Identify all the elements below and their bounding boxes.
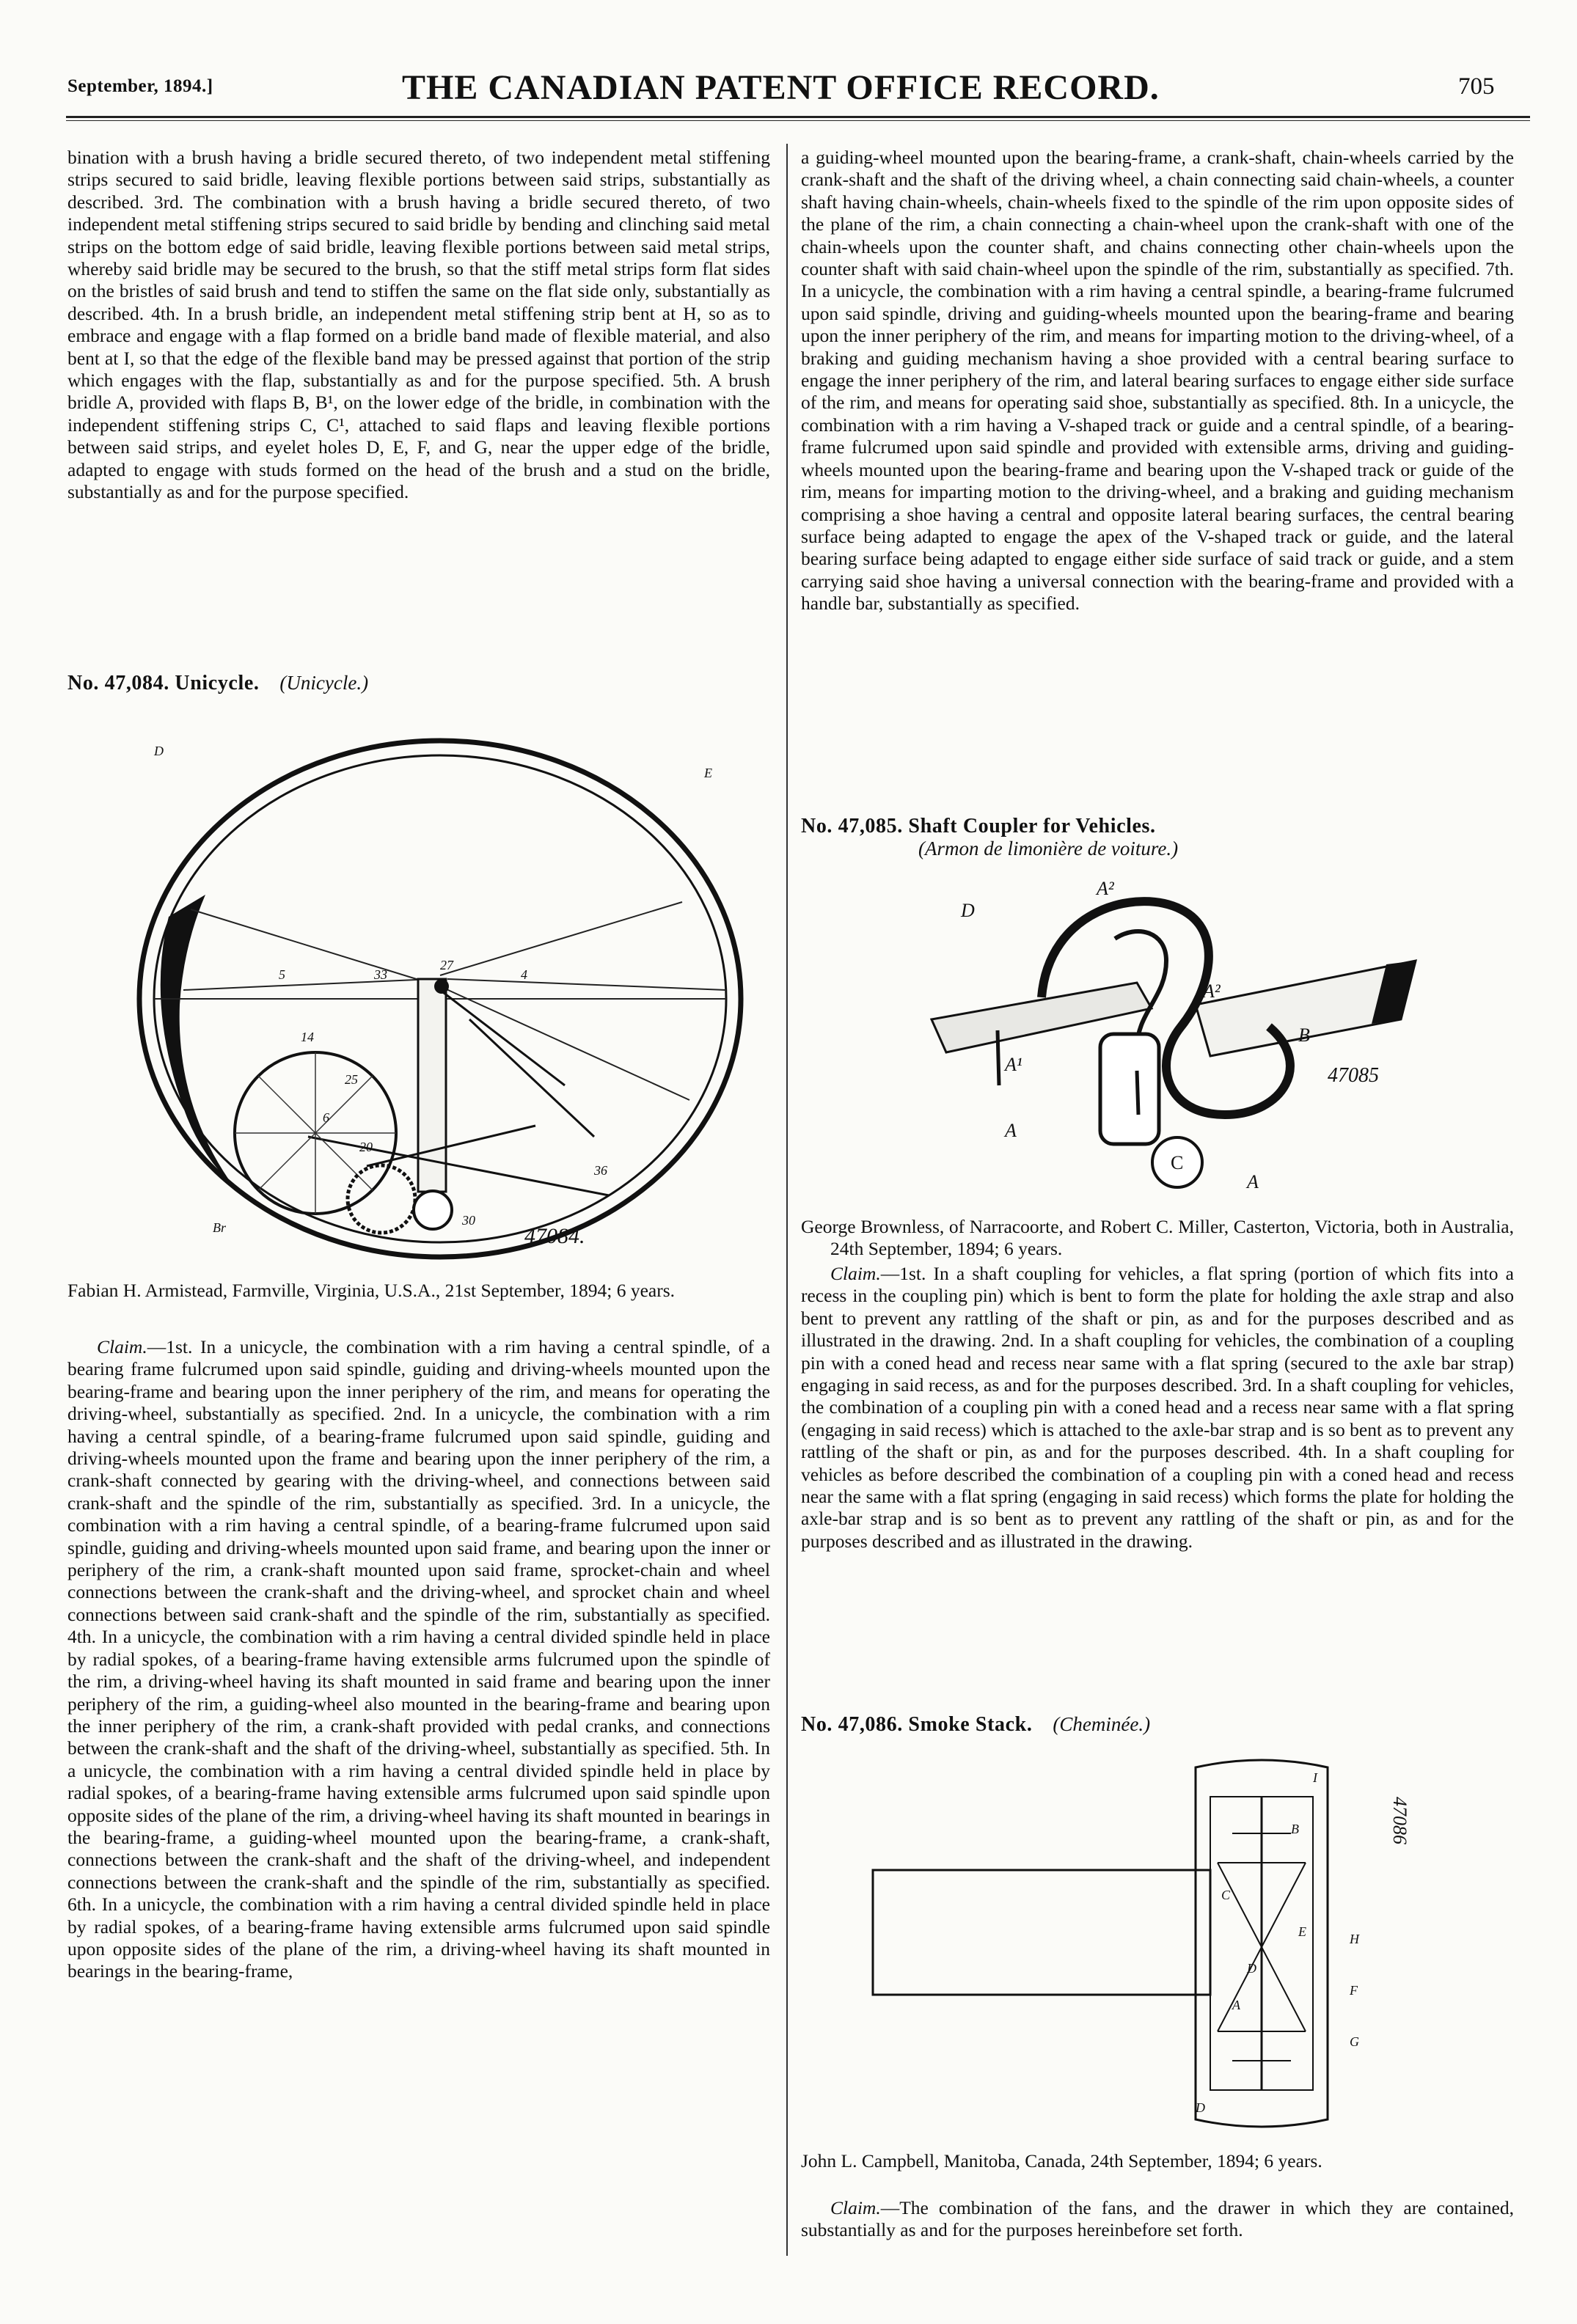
unicycle-guide-wheel — [414, 1191, 452, 1229]
figure-label: I — [1313, 1770, 1317, 1785]
figure-label: 5 — [279, 967, 285, 982]
figure-label: C — [1171, 1152, 1184, 1173]
header-date: September, 1894.] — [67, 76, 213, 96]
patent-47084-claim: —1st. In a unicycle, the combination with a rim having a central spindle, of a bearing frame fulcrumed upon said spindle, guiding and driving-wheels mounted upon the bearing-frame and bearing upon the inner periphery of the rim, and means for operating the driving-wheel, substantially as specified. 2nd. In a unicycle, the combination with a rim having a central spindle, of a bearing-frame fulcrumed upon said spindle, guiding and driving-wheels mounted upon the frame and bearing upon the inner periphery of the rim, a crank-shaft connected by gearing with the driving-wheel, and connections between said crank-shaft and the spindle of the rim, substantially as specified. 3rd. In a unicycle, the combination with a rim having a central spindle, of a bearing-frame fulcrumed upon said spindle, guiding and driving-wheels mounted upon said frame, and bearing upon the inner or periphery of the rim, a crank-shaft mounted upon said frame, sprocket-chain and wheel connections between the crank-shaft and the driving-wheel, and sprocket chain and wheel connections between said crank-shaft and the spindle of the rim, substantially as specified. 4th. In a unicycle, the combination with a rim having a central divided spindle held in place by radial spokes, of a bearing-frame having extensible arms fulcrumed upon the spindle of the rim, a driving-wheel having its shaft mounted in said frame and bearing upon the inner periphery of the rim, a guiding-wheel also mounted in the bearing-frame and bearing upon the inner periphery of the rim, a crank-shaft provided with pedal cranks, and connections between the crank-shaft and the shaft of the driving-wheel, substantially as specified. 5th. In a unicycle, the combination with a rim having a central divided spindle held in place by radial spokes, of a bearing-frame having extensible arms fulcrumed upon said spindle upon opposite sides of the plane of the rim, a driving-wheel having its shaft mounted in bearings in the bearing-frame, a guiding-wheel mounted upon the bearing-frame, a crank-shaft, connections between the crank-shaft and the shaft of the driving-wheel, and independent connections between the crank-shaft and the spindle of the rim, substantially as specified. 6th. In a unicycle, the combination with a rim having a central divided spindle held in place by radial spokes, of a bearing-frame having extensible arms fulcrumed upon said spindle upon opposite sides of the plane of the rim, a driving-wheel having its shaft mounted in bearings in the bearing-frame, — [67, 1336, 770, 1982]
claim-label: Claim. — [830, 2197, 881, 2218]
figure-label: A — [1005, 1120, 1017, 1141]
unicycle-rim-shadow — [161, 895, 235, 1188]
patent-47085-heading: No. 47,085. Shaft Coupler for Vehicles. — [801, 815, 1156, 837]
patent-47086-claim-block — [801, 2197, 1514, 2242]
smoke-stack-figure — [851, 1753, 1511, 2134]
patent-47084-alt: (Unicycle.) — [279, 672, 369, 694]
figure-label: A — [1232, 1998, 1240, 2012]
patent-47084-heading-block — [67, 672, 770, 694]
figure-label: G — [1350, 2034, 1359, 2049]
figure-label: 33 — [374, 967, 387, 982]
unicycle-sprocket — [348, 1165, 415, 1233]
patent-47085-heading-block — [801, 815, 1514, 861]
patent-47086-heading-block — [801, 1713, 1514, 1736]
figure-label: E — [1298, 1924, 1306, 1939]
figure-label: A² — [1097, 878, 1114, 899]
header-title: THE CANADIAN PATENT OFFICE RECORD. — [402, 68, 1160, 107]
figure-label: D — [1196, 2100, 1205, 2115]
figure-label: F — [1350, 1983, 1358, 1998]
page-number: 705 — [1458, 73, 1495, 100]
figure-label: 20 — [359, 1140, 373, 1154]
patent-47084-inventor: Fabian H. Armistead, Farmville, Virginia, U.S.A., 21st September, 1894; 6 years. — [67, 1280, 675, 1301]
unicycle-figure — [125, 726, 785, 1269]
figure-label: 25 — [345, 1072, 358, 1087]
patent-47085-claim: —1st. In a shaft coupling for vehicles, a flat spring (portion of which fits into a recess in the coupling pin) which is bent to form the plate for holding the axle strap and also bent to prevent any rattling of the shaft or pin, as and for the purposes described and as illustrated in the drawing. 2nd. In a shaft coupling for vehicles, the combination of a coupling pin with a coned head and recess near same with a flat spring (secured to the axle bar strap) engaging in said recess, as and for the purposes described. 3rd. In a shaft coupling for vehicles, the combination of a coupling pin with a coned head and a recess near same with a flat spring (engaging in said recess) which is attached to the axle-bar strap and is so bent as to prevent any rattling of the shaft or pin, as and for the purposes described. 4th. In a shaft coupling for vehicles as before described the combination of a coupling pin with a coned head and recess near the same with a flat spring (engaging in said recess) which forms the plate for holding the axle-bar strap and is so bent as to prevent any rattling of the shaft or pin, as and for the purposes described and as illustrated in the drawing. — [801, 1263, 1514, 1552]
figure-label: Br — [213, 1220, 226, 1235]
left-continuation — [67, 147, 770, 504]
figure-label: H — [1350, 1932, 1359, 1946]
patent-47085-claim-block — [801, 1263, 1514, 1553]
figure-number: 47086 — [1389, 1797, 1410, 1844]
figure-number: 47084. — [524, 1224, 585, 1248]
figure-label: E — [704, 766, 712, 780]
figure-label: 27 — [440, 958, 453, 972]
right-continuation — [801, 147, 1514, 615]
figure-label: A² — [1203, 980, 1221, 1002]
unicycle-frame — [308, 979, 609, 1195]
unicycle-hub — [434, 979, 449, 994]
patent-47085-inventor-block — [801, 1216, 1514, 1261]
figure-label: D — [154, 744, 164, 758]
header-rule — [66, 116, 1530, 121]
figure-number: 47085 — [1328, 1064, 1379, 1087]
unicycle-driving-wheel-spokes — [235, 1052, 396, 1214]
figure-label: A — [1247, 1171, 1259, 1192]
patent-47084-inventor-block — [67, 1280, 770, 1302]
figure-label: 36 — [594, 1163, 607, 1178]
shaft-coupler-figure — [917, 880, 1430, 1203]
patent-47084-heading: No. 47,084. Unicycle. — [67, 672, 260, 694]
figure-label: B — [1298, 1024, 1310, 1046]
claim-label: Claim. — [97, 1336, 147, 1357]
column-divider — [786, 144, 788, 2256]
figure-label: 14 — [301, 1030, 314, 1044]
patent-47085-alt: (Armon de limonière de voiture.) — [918, 837, 1179, 860]
claim-label: Claim. — [830, 1263, 881, 1284]
figure-label: B — [1291, 1822, 1299, 1836]
figure-label: A¹ — [1005, 1054, 1022, 1075]
patent-47086-inventor-block — [801, 2150, 1514, 2172]
figure-label: D — [961, 900, 975, 921]
figure-label: C — [1221, 1888, 1231, 1902]
patent-47084-claim-block — [67, 1336, 770, 1983]
figure-label: 6 — [323, 1110, 329, 1125]
continuation-text: a guiding-wheel mounted upon the bearing-frame, a crank-shaft, chain-wheels carried by the crank-shaft and the shaft of the driving wheel, a chain connecting said chain-wheels, a counter shaft having chain-wheels, chain-wheels fixed to the spindle of the rim upon opposite sides of the plane of the rim, a chain connecting a chain-wheel upon the crank-shaft with one of the chain-wheels upon the counter shaft, and chains connecting other chain-wheels upon the counter shaft with said chain-wheel upon the spindle of the rim, substantially as specified. 7th. In a unicycle, the combination with a rim having a central spindle, a bearing-frame fulcrumed upon said spindle, driving and guiding-wheels mounted upon the bearing-frame and bearing upon the inner periphery of the rim, and means for imparting motion to the driving-wheel, of a braking and guiding mechanism having a shoe provided with a central bearing surface to engage the inner periphery of the rim, and lateral bearing surfaces to engage either side surface of the rim, and means for operating said shoe, substantially as specified. 8th. In a unicycle, the combination with a rim having a V-shaped track or guide and a central spindle, of a bearing-frame fulcrumed upon said spindle and provided with extensible arms, driving and guiding-wheels mounted upon the bearing-frame and bearing upon the V-shaped track or guide of the rim, means for imparting motion to the driving-wheel, and a braking and guiding mechanism comprising a shoe having a central and opposite lateral bearing surfaces, the central bearing surface being adapted to engage the apex of the V-shaped track or guide, and the lateral bearing surface being adapted to engage either side surface of said track or guide, and a stem carrying said shoe having a universal connection with the bearing-frame and provided with a handle bar, substantially as specified. — [801, 147, 1514, 615]
stack-fans — [1218, 1797, 1306, 2090]
continuation-text: bination with a brush having a bridle secured thereto, of two independent metal stiffening strips secured to said bridle, leaving flexible portions between said strips, substantially as described. 3rd. The combination with a brush having a bridle secured thereto, of two independent metal stiffening strips secured to said bridle by bending and clinching said metal strips on the bottom edge of said bridle, leaving flexible portions between said metal strips, whereby said bridle may be secured to the brush, so that the stiff metal strips form flat sides on the bristles of said brush and tend to stiffen the same on the flat side only, substantially as described. 4th. In a brush bridle, an independent metal stiffening strip bent at H, so as to embrace and engage with a flap formed on a bridle band made of flexible material, and also bent at I, so that the edge of the flexible band may be pressed against that portion of the strip which engages with the flap, substantially as and for the purpose specified. 5th. A brush bridle A, provided with flaps B, B¹, on the lower edge of the bridle, in combination with the independent stiffening strips C, C¹, attached to said flaps and leaving flexible portions between said strips, and eyelet holes D, E, F, and G, near the upper edge of the bridle, adapted to engage with studs formed on the head of the brush and a stud on the bridle, substantially as and for the purpose specified. — [67, 147, 770, 503]
patent-47086-claim: —The combination of the fans, and the drawer in which they are contained, substantially as and for the purposes hereinbefore set forth. — [801, 2197, 1514, 2241]
figure-label: 30 — [462, 1213, 475, 1228]
patent-47086-inventor: John L. Campbell, Manitoba, Canada, 24th September, 1894; 6 years. — [801, 2150, 1322, 2171]
patent-47085-inventor: George Brownless, of Narracoorte, and Robert C. Miller, Casterton, Victoria, both in Australia, 24th September, 1894; 6 years. — [801, 1216, 1514, 1260]
patent-47086-alt: (Cheminée.) — [1053, 1713, 1151, 1735]
patent-47086-heading: No. 47,086. Smoke Stack. — [801, 1713, 1033, 1736]
figure-label: 4 — [521, 967, 527, 982]
figure-label: D — [1247, 1961, 1256, 1976]
coupler-strap — [1100, 1034, 1159, 1144]
stack-pipe — [873, 1870, 1210, 1995]
